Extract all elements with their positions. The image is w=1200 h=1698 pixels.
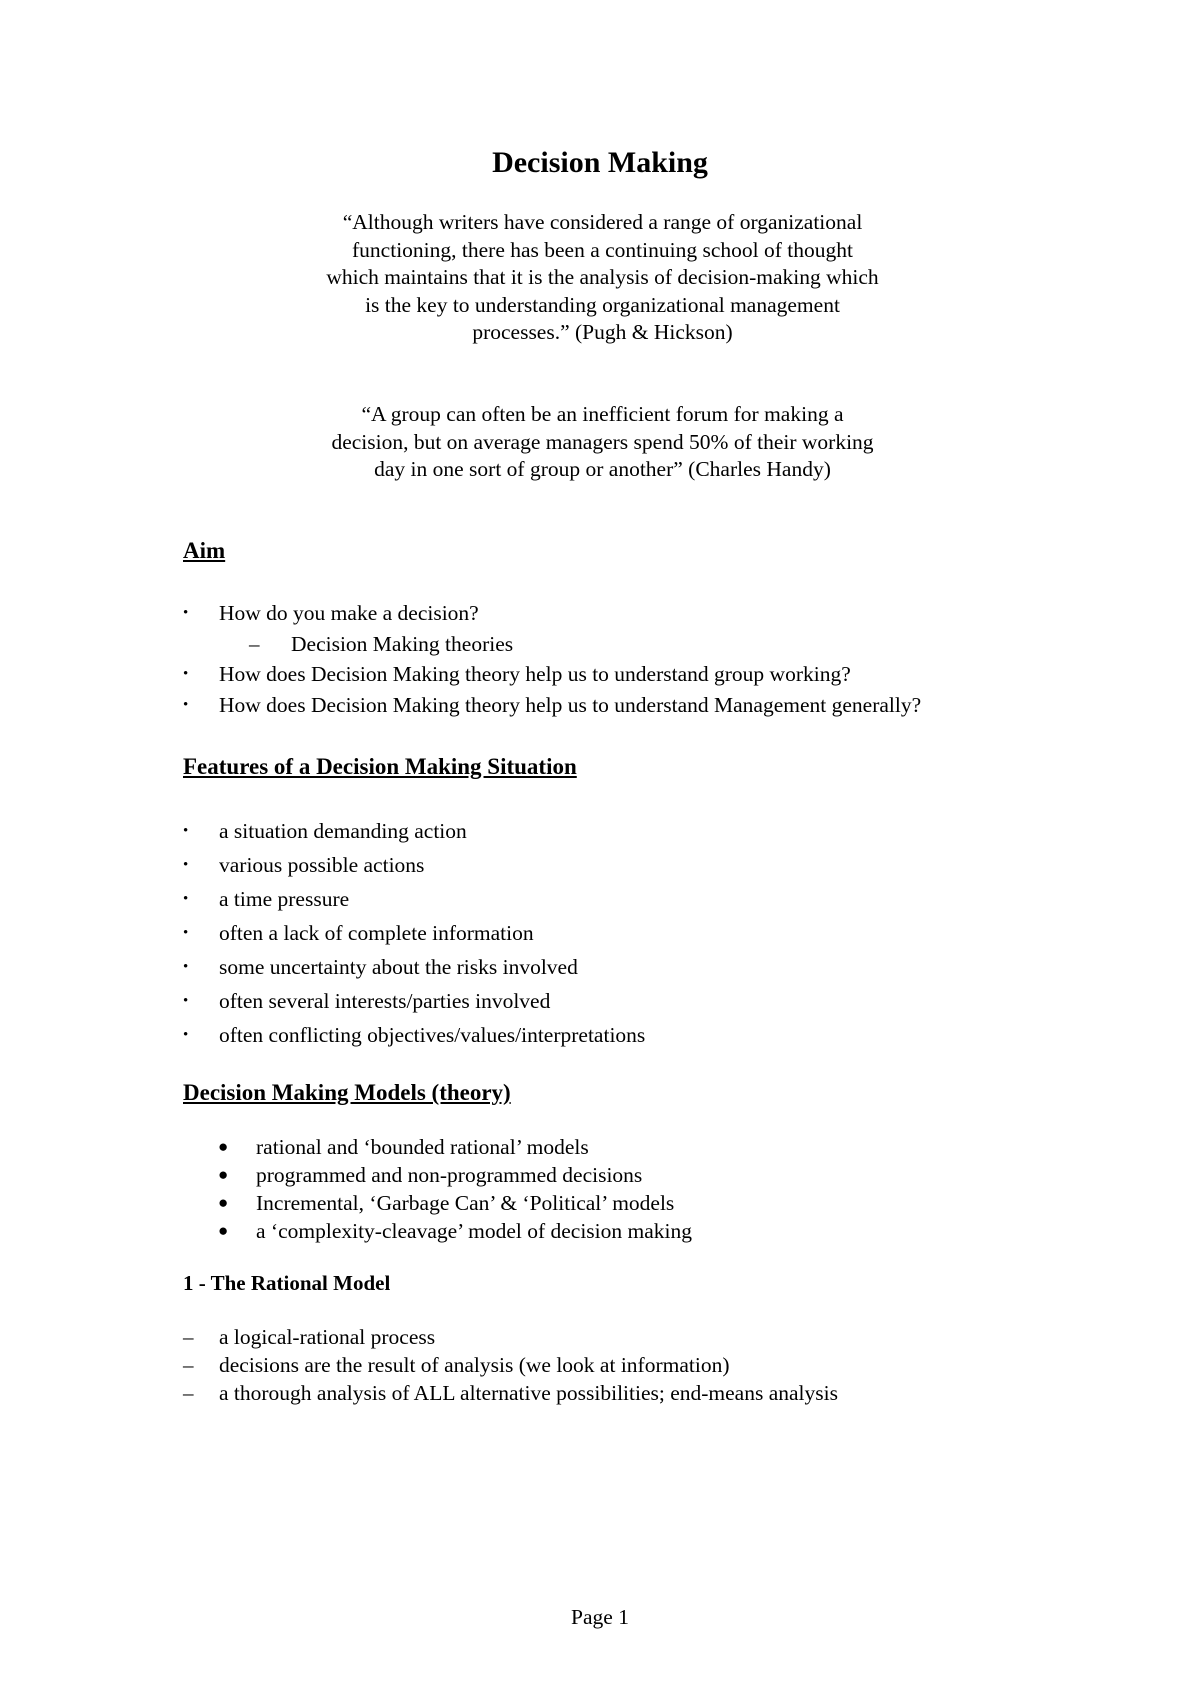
aim-list: [183, 598, 921, 721]
quote-pugh-hickson: “Although writers have considered a range of organizational functioning, there has been a continuing school of thought which maintains that it is the analysis of decision-making which is the key to understanding organizational management processes.” (Pugh & Hickson): [326, 210, 879, 344]
features-list: [183, 814, 645, 1052]
bullet-icon: ●: [218, 1221, 229, 1240]
list-item: [183, 984, 645, 1018]
list-item-text: some uncertainty about the risks involved: [219, 955, 578, 979]
list-item: [183, 690, 921, 721]
bullet-icon: •: [183, 925, 189, 941]
bullet-icon: •: [183, 1027, 189, 1043]
list-item-text: a time pressure: [219, 887, 350, 911]
document-title: Decision Making: [492, 146, 708, 179]
bullet-icon: •: [183, 891, 189, 907]
bullet-icon: •: [183, 993, 189, 1009]
list-item: [183, 916, 645, 950]
list-item-text: various possible actions: [219, 853, 425, 877]
dash-icon: –: [183, 1325, 194, 1349]
aim-heading: Aim: [183, 538, 226, 563]
list-item-text: a ‘complexity-cleavage’ model of decision making: [256, 1219, 693, 1243]
dash-icon: –: [249, 632, 260, 656]
list-item-text: often several interests/parties involved: [219, 989, 551, 1013]
bullet-icon: •: [183, 666, 189, 682]
list-item: [183, 1379, 838, 1407]
list-item: [183, 848, 645, 882]
dash-icon: –: [183, 1381, 194, 1405]
bullet-icon: •: [183, 605, 189, 621]
models-list: [218, 1133, 692, 1245]
bullet-icon: •: [183, 697, 189, 713]
list-item-text: decisions are the result of analysis (we look at information): [219, 1353, 730, 1377]
list-item: [183, 1018, 645, 1052]
list-item: [218, 1189, 692, 1217]
dash-icon: –: [183, 1353, 194, 1377]
bullet-icon: •: [183, 857, 189, 873]
list-item-text: rational and ‘bounded rational’ models: [256, 1135, 589, 1159]
list-item: [183, 629, 921, 659]
bullet-icon: ●: [218, 1137, 229, 1156]
list-item-text: often a lack of complete information: [219, 921, 534, 945]
list-item: [183, 882, 645, 916]
list-item-text: Incremental, ‘Garbage Can’ & ‘Political’ models: [256, 1191, 675, 1215]
list-item: [183, 659, 921, 690]
bullet-icon: ●: [218, 1193, 229, 1212]
models-heading: Decision Making Models (theory): [183, 1080, 511, 1105]
list-item: [183, 814, 645, 848]
list-item-text: often conflicting objectives/values/interpretations: [219, 1023, 646, 1047]
list-item: [183, 950, 645, 984]
list-item: [218, 1217, 692, 1245]
list-item: [183, 1323, 838, 1351]
features-heading: Features of a Decision Making Situation: [183, 754, 577, 779]
list-item-text: a situation demanding action: [219, 819, 467, 843]
list-item-text: How do you make a decision?: [219, 601, 479, 625]
page-number: Page 1: [571, 1605, 629, 1629]
list-item-text: programmed and non-programmed decisions: [256, 1163, 643, 1187]
list-item-text: a thorough analysis of ALL alternative possibilities; end-means analysis: [219, 1381, 838, 1405]
list-item: [183, 1351, 838, 1379]
bullet-icon: •: [183, 959, 189, 975]
list-item: [183, 598, 921, 629]
list-item-text: How does Decision Making theory help us to understand Management generally?: [219, 693, 922, 717]
list-item-text: a logical-rational process: [219, 1325, 436, 1349]
quote-charles-handy: “A group can often be an inefficient forum for making a decision, but on average managers spend 50% of their working day in one sort of group or another” (Charles Handy): [331, 402, 874, 481]
list-item: [218, 1133, 692, 1161]
list-item-text: How does Decision Making theory help us to understand group working?: [219, 662, 851, 686]
list-item-text: Decision Making theories: [291, 632, 514, 656]
bullet-icon: ●: [218, 1165, 229, 1184]
rational-model-heading: 1 - The Rational Model: [183, 1271, 391, 1295]
list-item: [218, 1161, 692, 1189]
bullet-icon: •: [183, 823, 189, 839]
rational-model-list: [183, 1323, 838, 1407]
